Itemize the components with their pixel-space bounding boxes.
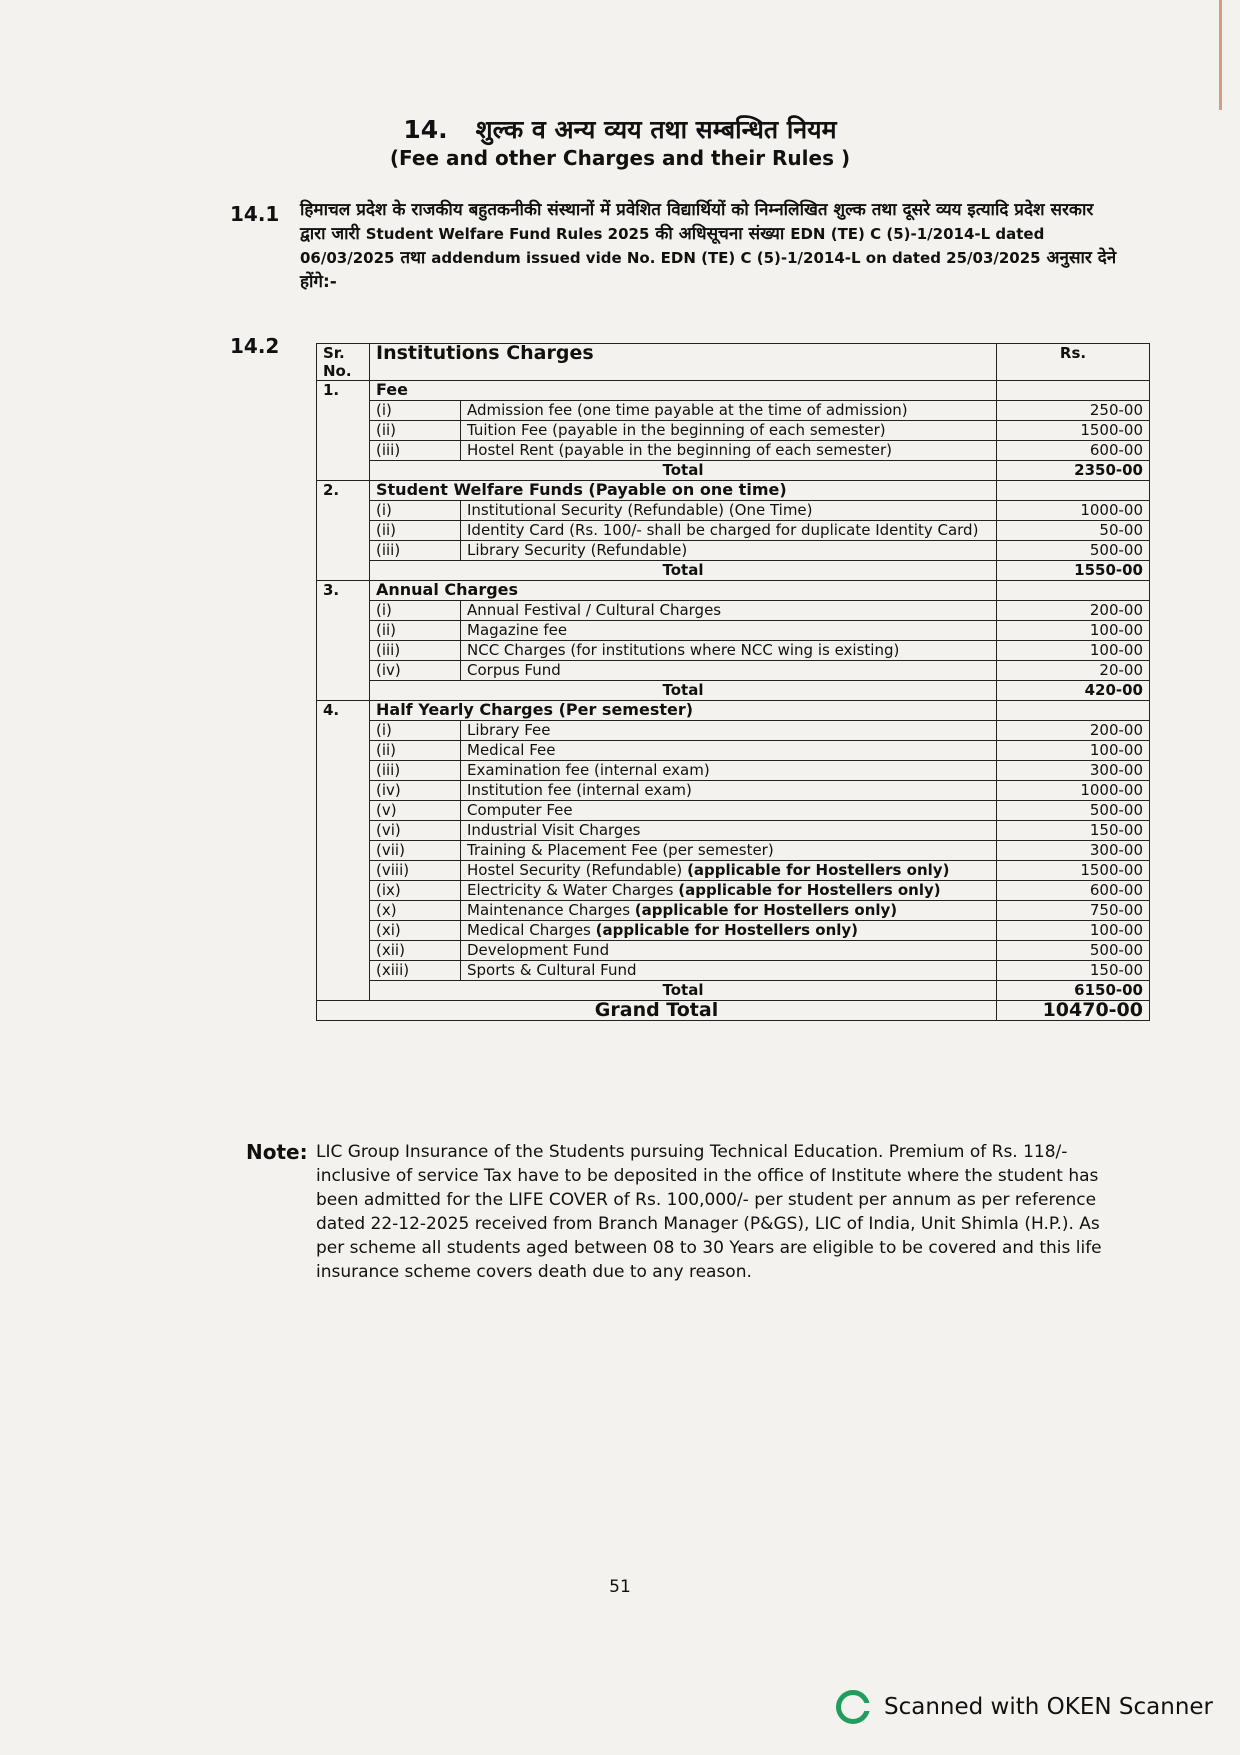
item-sub-no: (ix) [370,881,461,901]
item-amount: 100-00 [997,921,1150,941]
item-amount: 100-00 [997,741,1150,761]
item-sub-no: (iii) [370,441,461,461]
item-description [461,401,997,421]
item-description-text: Computer Fee [467,801,573,819]
total-label: Total [370,681,997,701]
item-sub-no: (x) [370,901,461,921]
fee-table [316,343,1150,1021]
section-number: 14. [403,115,448,144]
category-title: Student Welfare Funds (Payable on one time) [370,481,997,501]
item-sub-no: (i) [370,721,461,741]
item-description [461,801,997,821]
item-description-text: Training & Placement Fee (per semester) [467,841,774,859]
item-description [461,621,997,641]
table-row [317,661,1150,681]
note-label: Note: [246,1140,308,1164]
item-description [461,601,997,621]
oken-scanner-logo-icon [836,1690,870,1724]
grand-total-amount: 10470-00 [997,1001,1150,1021]
item-description [461,421,997,441]
item-description-text: Identity Card (Rs. 100/- shall be charged for duplicate Identity Card) [467,521,979,539]
table-row [317,501,1150,521]
item-amount: 1000-00 [997,501,1150,521]
item-amount: 500-00 [997,941,1150,961]
item-description-note: (applicable for Hostellers only) [595,921,859,939]
item-amount: 150-00 [997,961,1150,981]
item-description-text: Library Fee [467,721,551,739]
item-amount: 1500-00 [997,861,1150,881]
table-row [317,781,1150,801]
table-row [317,741,1150,761]
category-title: Half Yearly Charges (Per semester) [370,701,997,721]
category-title: Fee [370,381,997,401]
item-description-text: Institutional Security (Refundable) (One Time) [467,501,813,519]
item-description [461,781,997,801]
item-description-text: Sports & Cultural Fund [467,961,637,979]
item-description [461,541,997,561]
item-description-text: Magazine fee [467,621,568,639]
item-description-text: Corpus Fund [467,661,561,679]
table-row [317,521,1150,541]
item-description-text: Development Fund [467,941,610,959]
item-amount: 750-00 [997,901,1150,921]
item-sub-no: (vi) [370,821,461,841]
table-row [317,721,1150,741]
table-row [317,441,1150,461]
category-row [317,701,1150,721]
fee-table-body [317,344,1150,1021]
category-sr-no: 1. [317,381,370,481]
item-description [461,761,997,781]
table-row [317,641,1150,661]
total-row [317,681,1150,701]
item-sub-no: (ii) [370,421,461,441]
item-sub-no: (ii) [370,621,461,641]
section-title-english: (Fee and other Charges and their Rules ) [389,146,851,170]
table-row [317,801,1150,821]
table-row [317,941,1150,961]
item-amount: 300-00 [997,761,1150,781]
total-amount: 6150-00 [997,981,1150,1001]
category-amount-cell [997,481,1150,501]
para-hindi-part-4: अनुसार देने होंगे:- [300,248,1117,292]
item-sub-no: (vii) [370,841,461,861]
item-description [461,521,997,541]
page-number: 51 [609,1577,631,1597]
table-header-row [317,344,1150,381]
table-row [317,421,1150,441]
item-description-text: Industrial Visit Charges [467,821,641,839]
section-heading-hindi [0,112,1240,146]
item-sub-no: (iii) [370,541,461,561]
item-description [461,881,997,901]
category-amount-cell [997,381,1150,401]
grand-total-row [317,1001,1150,1021]
para-english-part-3: addendum issued vide No. EDN (TE) C (5)-1/2014-L on dated 25/03/2025 [431,249,1041,267]
table-row [317,601,1150,621]
scanner-watermark [836,1690,1213,1724]
item-amount: 200-00 [997,721,1150,741]
item-description [461,741,997,761]
item-description [461,861,997,881]
section-title-hindi: शुल्क व अन्य व्यय तथा सम्बन्धित नियम [475,115,837,144]
para-14-2-number: 14.2 [230,334,280,358]
item-amount: 500-00 [997,801,1150,821]
para-english-part-2: EDN (TE) C (5)-1/2014-L dated 06/03/2025 [300,225,1045,267]
total-row [317,461,1150,481]
item-sub-no: (iii) [370,761,461,781]
para-hindi-part-3: तथा [400,248,426,268]
item-description-text: Annual Festival / Cultural Charges [467,601,722,619]
item-sub-no: (viii) [370,861,461,881]
item-description [461,641,997,661]
scanner-watermark-text: Scanned with OKEN Scanner [884,1694,1213,1720]
item-amount: 20-00 [997,661,1150,681]
para-14-1-text [300,198,1120,294]
item-description-text: Medical Fee [467,741,556,759]
table-row [317,821,1150,841]
total-amount: 420-00 [997,681,1150,701]
para-hindi-part-1: हिमाचल प्रदेश के राजकीय बहुतकनीकी संस्थानों में प्रवेशित विद्यार्थियों को निम्नलिखित शुल्क तथा दूसरे व्यय इत्यादि प्रदेश सरकार द्वारा जारी [300,200,1094,244]
total-label: Total [370,561,997,581]
item-sub-no: (iv) [370,661,461,681]
item-description-text: Maintenance Charges [467,901,635,919]
item-sub-no: (i) [370,401,461,421]
item-amount: 50-00 [997,521,1150,541]
item-description-text: Medical Charges [467,921,596,939]
item-amount: 600-00 [997,881,1150,901]
item-description [461,441,997,461]
item-sub-no: (xi) [370,921,461,941]
total-amount: 1550-00 [997,561,1150,581]
item-description [461,501,997,521]
item-description-text: Electricity & Water Charges [467,881,679,899]
item-amount: 250-00 [997,401,1150,421]
item-sub-no: (v) [370,801,461,821]
para-14-1-number: 14.1 [230,202,280,226]
category-title: Annual Charges [370,581,997,601]
note-text: LIC Group Insurance of the Students pursuing Technical Education. Premium of Rs. 118/- inclusive of service Tax have to be deposited in the office of Institute where the student has been admitted for the LIFE COVER of Rs. 100,000/- per student per annum as per reference dated 22-12-2025 received from Branch Manager (P&GS), LIC of India, Unit Shimla (H.P.). As per scheme all students aged between 08 to 30 Years are eligible to be covered and this life insurance scheme covers death due to any reason. [316,1142,1102,1282]
grand-total-label: Grand Total [317,1001,997,1021]
item-description-text: Library Security (Refundable) [467,541,688,559]
header-rs: Rs. [997,344,1150,381]
category-sr-no: 4. [317,701,370,1001]
header-institutions-charges: Institutions Charges [370,344,997,381]
category-amount-cell [997,581,1150,601]
item-sub-no: (xiii) [370,961,461,981]
item-description-text: Examination fee (internal exam) [467,761,710,779]
table-row [317,881,1150,901]
table-row [317,761,1150,781]
total-label: Total [370,461,997,481]
table-row [317,841,1150,861]
para-english-part-1: Student Welfare Fund Rules 2025 [365,225,650,243]
item-description-text: Institution fee (internal exam) [467,781,692,799]
item-description [461,661,997,681]
item-description [461,821,997,841]
total-row [317,561,1150,581]
item-description-note: (applicable for Hostellers only) [634,901,898,919]
item-description-text: NCC Charges (for institutions where NCC wing is existing) [467,641,900,659]
table-row [317,921,1150,941]
category-row [317,481,1150,501]
item-sub-no: (iv) [370,781,461,801]
item-description [461,721,997,741]
item-description-note: (applicable for Hostellers only) [678,881,941,899]
total-label: Total [370,981,997,1001]
item-sub-no: (iii) [370,641,461,661]
header-sr-no: Sr. No. [317,344,370,381]
table-row [317,401,1150,421]
category-row [317,581,1150,601]
item-amount: 1500-00 [997,421,1150,441]
total-amount: 2350-00 [997,461,1150,481]
category-row [317,381,1150,401]
item-amount: 200-00 [997,601,1150,621]
item-sub-no: (i) [370,601,461,621]
table-row [317,901,1150,921]
item-description-note: (applicable for Hostellers only) [687,861,950,879]
item-amount: 100-00 [997,621,1150,641]
item-amount: 300-00 [997,841,1150,861]
item-description [461,901,997,921]
item-description [461,941,997,961]
item-sub-no: (ii) [370,741,461,761]
table-row [317,861,1150,881]
item-sub-no: (xii) [370,941,461,961]
item-description [461,841,997,861]
item-amount: 150-00 [997,821,1150,841]
table-row [317,541,1150,561]
item-sub-no: (ii) [370,521,461,541]
scan-edge-mark [1219,0,1222,110]
item-description-text: Admission fee (one time payable at the time of admission) [467,401,908,419]
item-amount: 1000-00 [997,781,1150,801]
category-sr-no: 2. [317,481,370,581]
table-row [317,621,1150,641]
item-sub-no: (i) [370,501,461,521]
item-amount: 500-00 [997,541,1150,561]
item-amount: 600-00 [997,441,1150,461]
table-row [317,961,1150,981]
total-row [317,981,1150,1001]
item-amount: 100-00 [997,641,1150,661]
item-description [461,961,997,981]
note-block [246,1140,1116,1284]
item-description-text: Tuition Fee (payable in the beginning of each semester) [467,421,886,439]
para-hindi-part-2: की अधिसूचना संख्या [655,224,785,244]
item-description-text: Hostel Rent (payable in the beginning of each semester) [467,441,893,459]
category-amount-cell [997,701,1150,721]
item-description-text: Hostel Security (Refundable) [467,861,688,879]
item-description [461,921,997,941]
category-sr-no: 3. [317,581,370,701]
